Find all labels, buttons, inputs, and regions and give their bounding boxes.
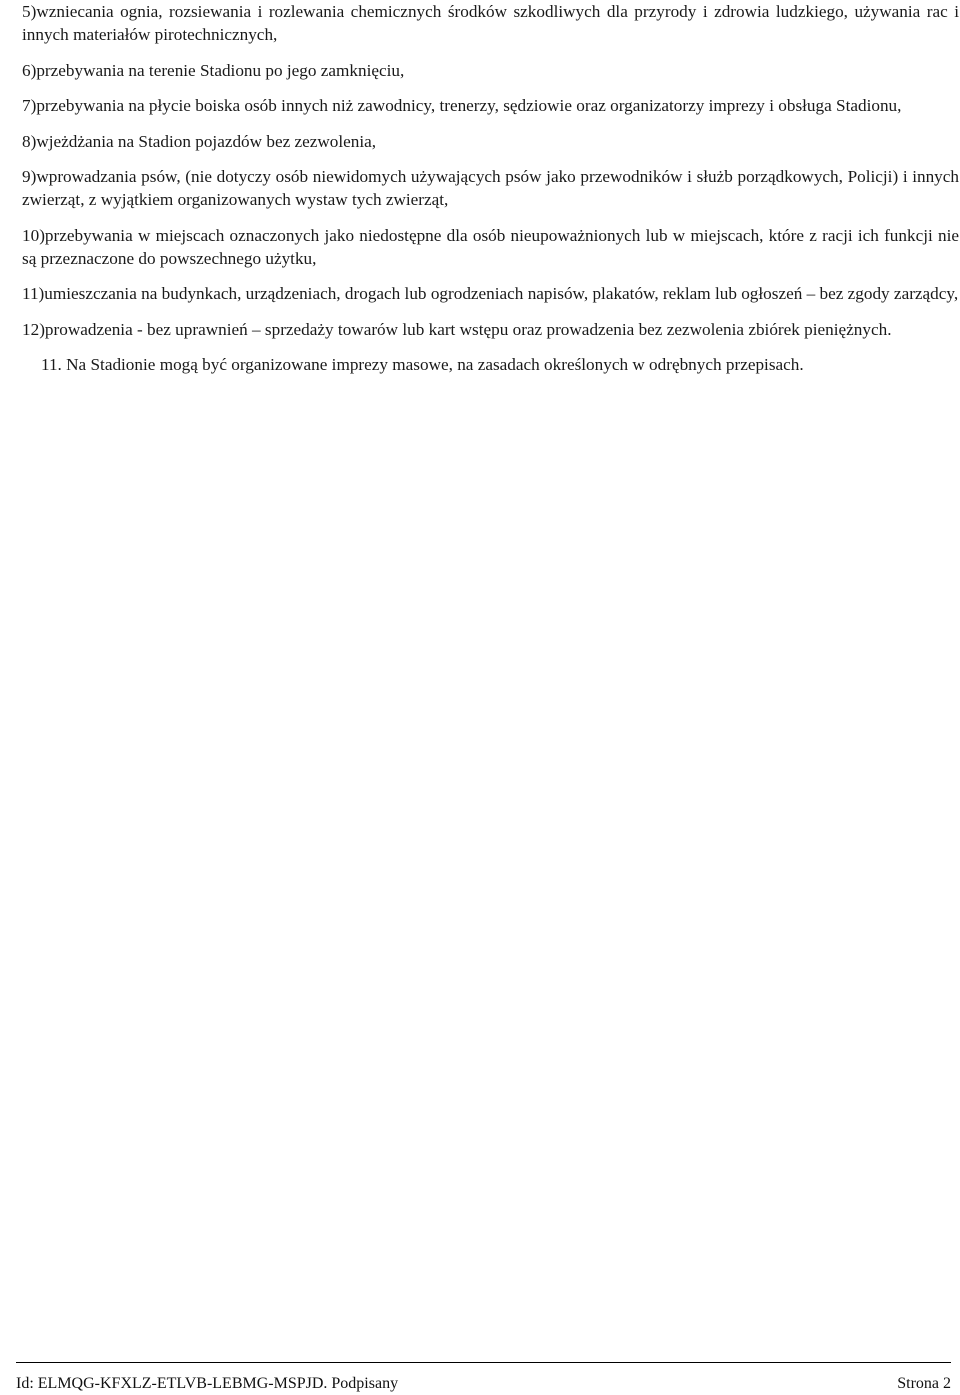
list-item-11: 11)umieszczania na budynkach, urządzeniach, drogach lub ogrodzeniach napisów, plakatów, reklam lub ogłoszeń – bez zgody zarządcy, — [22, 284, 959, 303]
list-item-10: 10)przebywania w miejscach oznaczonych jako niedostępne dla osób nieupoważnionych lub w miejscach, które z racji ich funkcji nie są przeznaczone do powszechnego użytku, — [22, 225, 959, 268]
page-number: Strona 2 — [897, 1375, 951, 1392]
closing-paragraph: 11. Na Stadionie mogą być organizowane imprezy masowe, na zasadach określonych w odrębnych przepisach. — [41, 354, 804, 374]
list-item-12: 12)prowadzenia - bez uprawnień – sprzedaży towarów lub kart wstępu oraz prowadzenia bez zezwolenia zbiórek pieniężnych. — [22, 319, 892, 339]
list-item-6: 6)przebywania na terenie Stadionu po jego zamknięciu, — [22, 60, 405, 80]
prohibition-list — [22, 0, 959, 341]
page-footer — [16, 1362, 951, 1394]
list-item-9: 9)wprowadzania psów, (nie dotyczy osób niewidomych używających psów jako przewodników i służb porządkowych, Policji) i innych zwierząt, z wyjątkiem organizowanych wystaw tych zwierząt, — [22, 167, 959, 209]
list-item-5: 5)wzniecania ognia, rozsiewania i rozlewania chemicznych środków szkodliwych dla przyrody i zdrowia ludzkiego, używania rac i innych materiałów pirotechnicznych, — [22, 2, 959, 44]
list-item-8: 8)wjeżdżania na Stadion pojazdów bez zezwolenia, — [22, 131, 377, 151]
list-item-7: 7)przebywania na płycie boiska osób innych niż zawodnicy, trenerzy, sędziowie oraz organizatorzy imprezy i obsługa Stadionu, — [22, 96, 902, 115]
document-body — [22, 0, 959, 393]
document-id: Id: ELMQG-KFXLZ-ETLVB-LEBMG-MSPJD. Podpisany — [16, 1375, 399, 1392]
